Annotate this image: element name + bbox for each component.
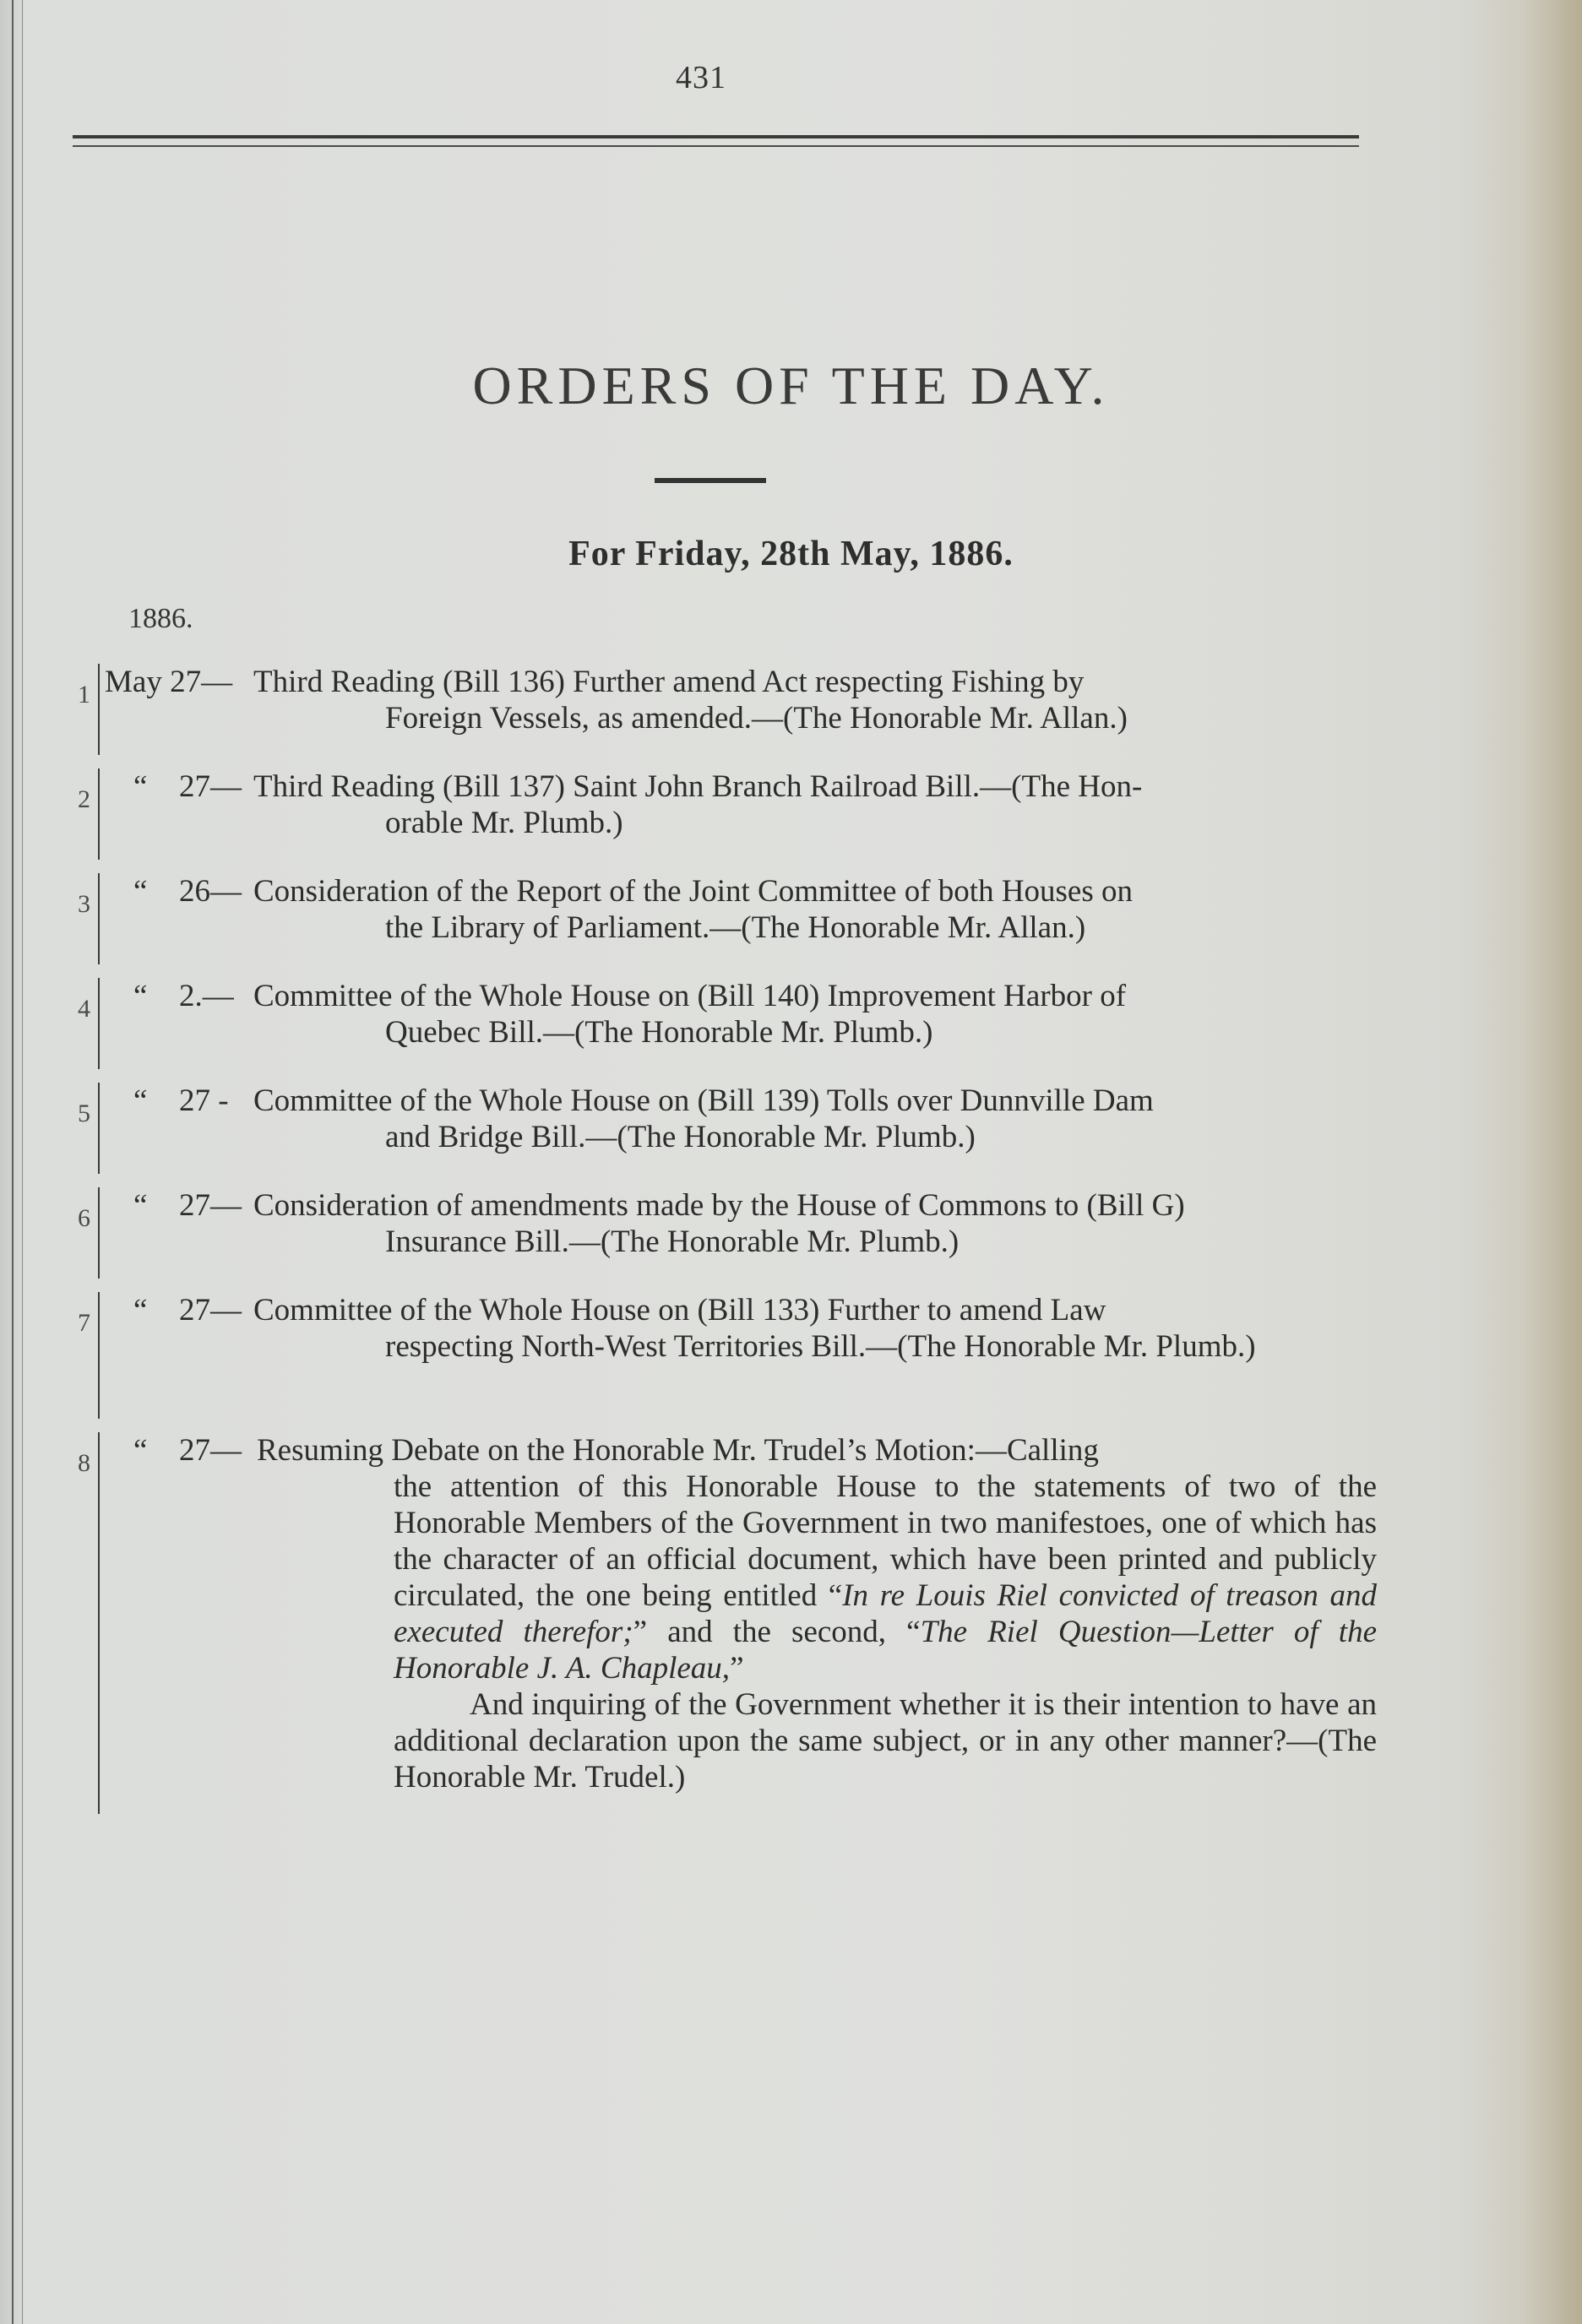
ditto-mark: “ — [133, 874, 148, 909]
header-rule-thin — [73, 145, 1359, 147]
manifesto-title-2: The Riel Question—Letter of the Honorable J. A. Chapleau, — [394, 1615, 1377, 1686]
motion-paragraph — [394, 1469, 1377, 1686]
order-continuation — [385, 1014, 1375, 1051]
order-first-line: Committee of the Whole House on (Bill 133) Further to amend Law — [253, 1293, 1106, 1328]
binding-edge-line — [12, 0, 14, 2324]
order-number: 4 — [78, 995, 90, 1023]
order-first-line: Third Reading (Bill 137) Saint John Branch Railroad Bill.—(The Hon- — [253, 769, 1143, 804]
order-number: 8 — [78, 1449, 90, 1477]
order-date: 27 - — [179, 1083, 229, 1118]
order-date: 2.— — [179, 979, 234, 1013]
ditto-mark: “ — [133, 1188, 148, 1223]
ditto-mark: “ — [133, 979, 148, 1013]
order-continuation-text: Insurance Bill.—(The Honorable Mr. Plumb.) — [385, 1224, 960, 1259]
order-margin-line — [98, 978, 100, 1069]
title-divider — [655, 478, 766, 483]
order-date: 27— — [179, 769, 242, 804]
manifesto-title-1: In re Louis Riel convicted of treason and executed therefor; — [394, 1578, 1377, 1649]
motion-inquiry-paragraph: And inquiring of the Government whether it is their intention to have an additional declaration upon the same subject, or in any other manner?—(The Honorable Mr. Trudel.) — [394, 1687, 1377, 1795]
order-continuation — [385, 910, 1375, 946]
order-margin-line — [98, 1187, 100, 1279]
year-label: 1886. — [128, 603, 193, 634]
order-date: 27— — [179, 1433, 242, 1468]
page-number: 431 — [676, 60, 726, 95]
order-margin-line — [98, 1432, 100, 1814]
order-continuation — [385, 1119, 1375, 1155]
ditto-mark: “ — [133, 1433, 148, 1468]
order-margin-line — [98, 1083, 100, 1174]
order-continuation-text: orable Mr. Plumb.) — [385, 806, 623, 840]
order-date: 27— — [179, 1188, 242, 1223]
ditto-mark: “ — [133, 1083, 148, 1118]
date-heading: For Friday, 28th May, 1886. — [568, 535, 1014, 573]
header-rule-thick — [73, 135, 1359, 138]
order-margin-line — [98, 768, 100, 860]
order-continuation-text: and Bridge Bill.—(The Honorable Mr. Plumb.) — [385, 1120, 976, 1154]
order-number: 3 — [78, 890, 90, 918]
order-first-line: Committee of the Whole House on (Bill 140) Improvement Harbor of — [253, 979, 1127, 1013]
order-date: 27— — [179, 1293, 242, 1328]
order-first-line: Committee of the Whole House on (Bill 139) Tolls over Dunnville Dam — [253, 1083, 1154, 1118]
order-first-line: Third Reading (Bill 136) Further amend Act respecting Fishing by — [253, 665, 1085, 699]
ditto-mark: “ — [133, 1293, 148, 1328]
order-number: 5 — [78, 1100, 90, 1127]
order-number: 1 — [78, 681, 90, 709]
order-number: 7 — [78, 1309, 90, 1337]
order-first-line: Consideration of amendments made by the House of Commons to (Bill G) — [253, 1188, 1185, 1223]
binding-edge-line-inner — [22, 0, 23, 2324]
order-continuation — [385, 1224, 1375, 1260]
order-continuation — [385, 1328, 1375, 1365]
order-continuation-text: the Library of Parliament.—(The Honorable Mr. Allan.) — [385, 910, 1086, 945]
order-margin-line — [98, 1292, 100, 1419]
order-continuation-text: Quebec Bill.—(The Honorable Mr. Plumb.) — [385, 1015, 933, 1050]
order-continuation — [385, 805, 1375, 841]
page-title: ORDERS OF THE DAY. — [472, 356, 1110, 415]
motion-text-connector: ” and the second, “ — [633, 1615, 921, 1649]
order-date: 26— — [179, 874, 242, 909]
order-first-line: Resuming Debate on the Honorable Mr. Trudel’s Motion:—Calling — [257, 1433, 1099, 1468]
order-number: 2 — [78, 785, 90, 813]
order-date: May 27— — [105, 665, 233, 699]
order-margin-line — [98, 873, 100, 964]
page-edge-shading — [1523, 0, 1582, 2324]
order-continuation-text: Foreign Vessels, as amended.—(The Honorable Mr. Allan.) — [385, 701, 1128, 736]
order-continuation-text: respecting North-West Territories Bill.—(The Honorable Mr. Plumb.) — [385, 1329, 1256, 1364]
order-number: 6 — [78, 1204, 90, 1232]
ditto-mark: “ — [133, 769, 148, 804]
motion-text-close: ” — [730, 1651, 744, 1686]
order-continuation — [385, 700, 1375, 736]
order-margin-line — [98, 664, 100, 755]
order-continuation — [394, 1469, 1377, 1795]
motion-text: the attention of this Honorable House to the statements of two of the Honorable Members of the Government in two manifestoes, one of which has the character of an official document, which have been printed and publicly circulated, the one being entitled “ — [394, 1469, 1377, 1613]
order-first-line: Consideration of the Report of the Joint Committee of both Houses on — [253, 874, 1133, 909]
